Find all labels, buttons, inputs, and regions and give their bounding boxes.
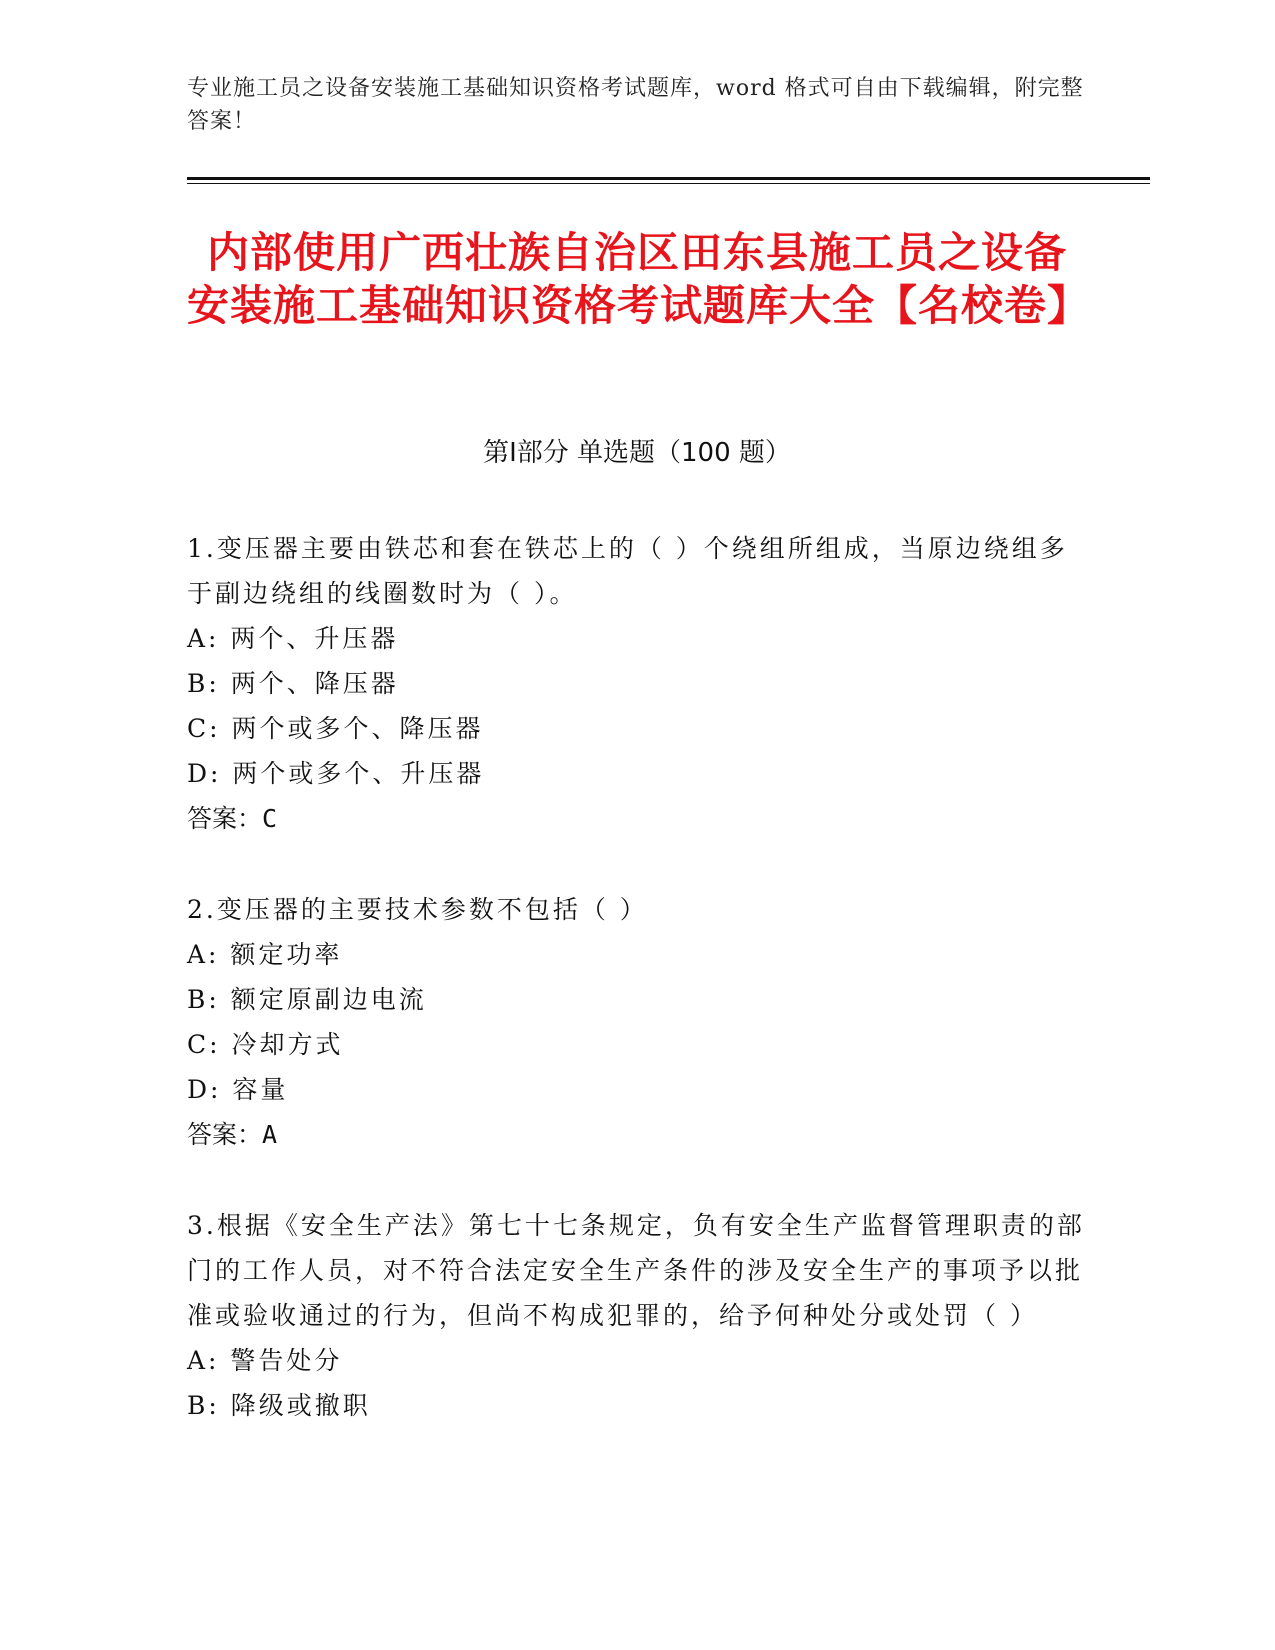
option-c: C: 两个或多个、降压器 <box>187 714 484 743</box>
answer-value: C <box>262 804 278 833</box>
option-a: A: 额定功率 <box>187 940 343 969</box>
answer-line <box>187 1112 1087 1157</box>
option-b: B: 额定原副边电流 <box>187 985 427 1014</box>
question-1 <box>187 526 1087 841</box>
section-title: 第Ⅰ部分 单选题（100 题） <box>483 438 791 468</box>
question-3 <box>187 1203 1087 1428</box>
question-stem: 2.变压器的主要技术参数不包括（ ） <box>187 895 648 924</box>
header-rule-thin <box>187 183 1150 184</box>
question-list <box>187 526 1087 1474</box>
answer-line <box>187 796 1087 841</box>
question-2 <box>187 887 1087 1157</box>
question-stem: 3.根据《安全生产法》第七十七条规定，负有安全生产监督管理职责的部门的工作人员，对不符合法定安全生产条件的涉及安全生产的事项予以批准或验收通过的行为，但尚不构成犯罪的，给予何种处分或处罚（ ） <box>187 1211 1085 1330</box>
answer-label: 答案： <box>187 804 263 833</box>
option-d: D: 两个或多个、升压器 <box>187 759 485 788</box>
option-d: D: 容量 <box>187 1075 289 1104</box>
option-c: C: 冷却方式 <box>187 1030 344 1059</box>
header-rule-thick <box>187 177 1150 180</box>
option-a: A: 两个、升压器 <box>187 624 399 653</box>
option-b: B: 两个、降压器 <box>187 669 399 698</box>
header-note: 专业施工员之设备安装施工基础知识资格考试题库，word 格式可自由下载编辑，附完整答案！ <box>187 76 1084 134</box>
answer-value: A <box>262 1120 278 1149</box>
option-b: B: 降级或撤职 <box>187 1391 371 1420</box>
answer-label: 答案： <box>187 1120 263 1149</box>
document-title: 内部使用广西壮族自治区田东县施工员之设备安装施工基础知识资格考试题库大全【名校卷】 <box>187 228 1091 330</box>
option-a: A: 警告处分 <box>187 1346 343 1375</box>
question-stem: 1.变压器主要由铁芯和套在铁芯上的（ ）个绕组所组成，当原边绕组多于副边绕组的线圈数时为（ ）。 <box>187 534 1068 608</box>
